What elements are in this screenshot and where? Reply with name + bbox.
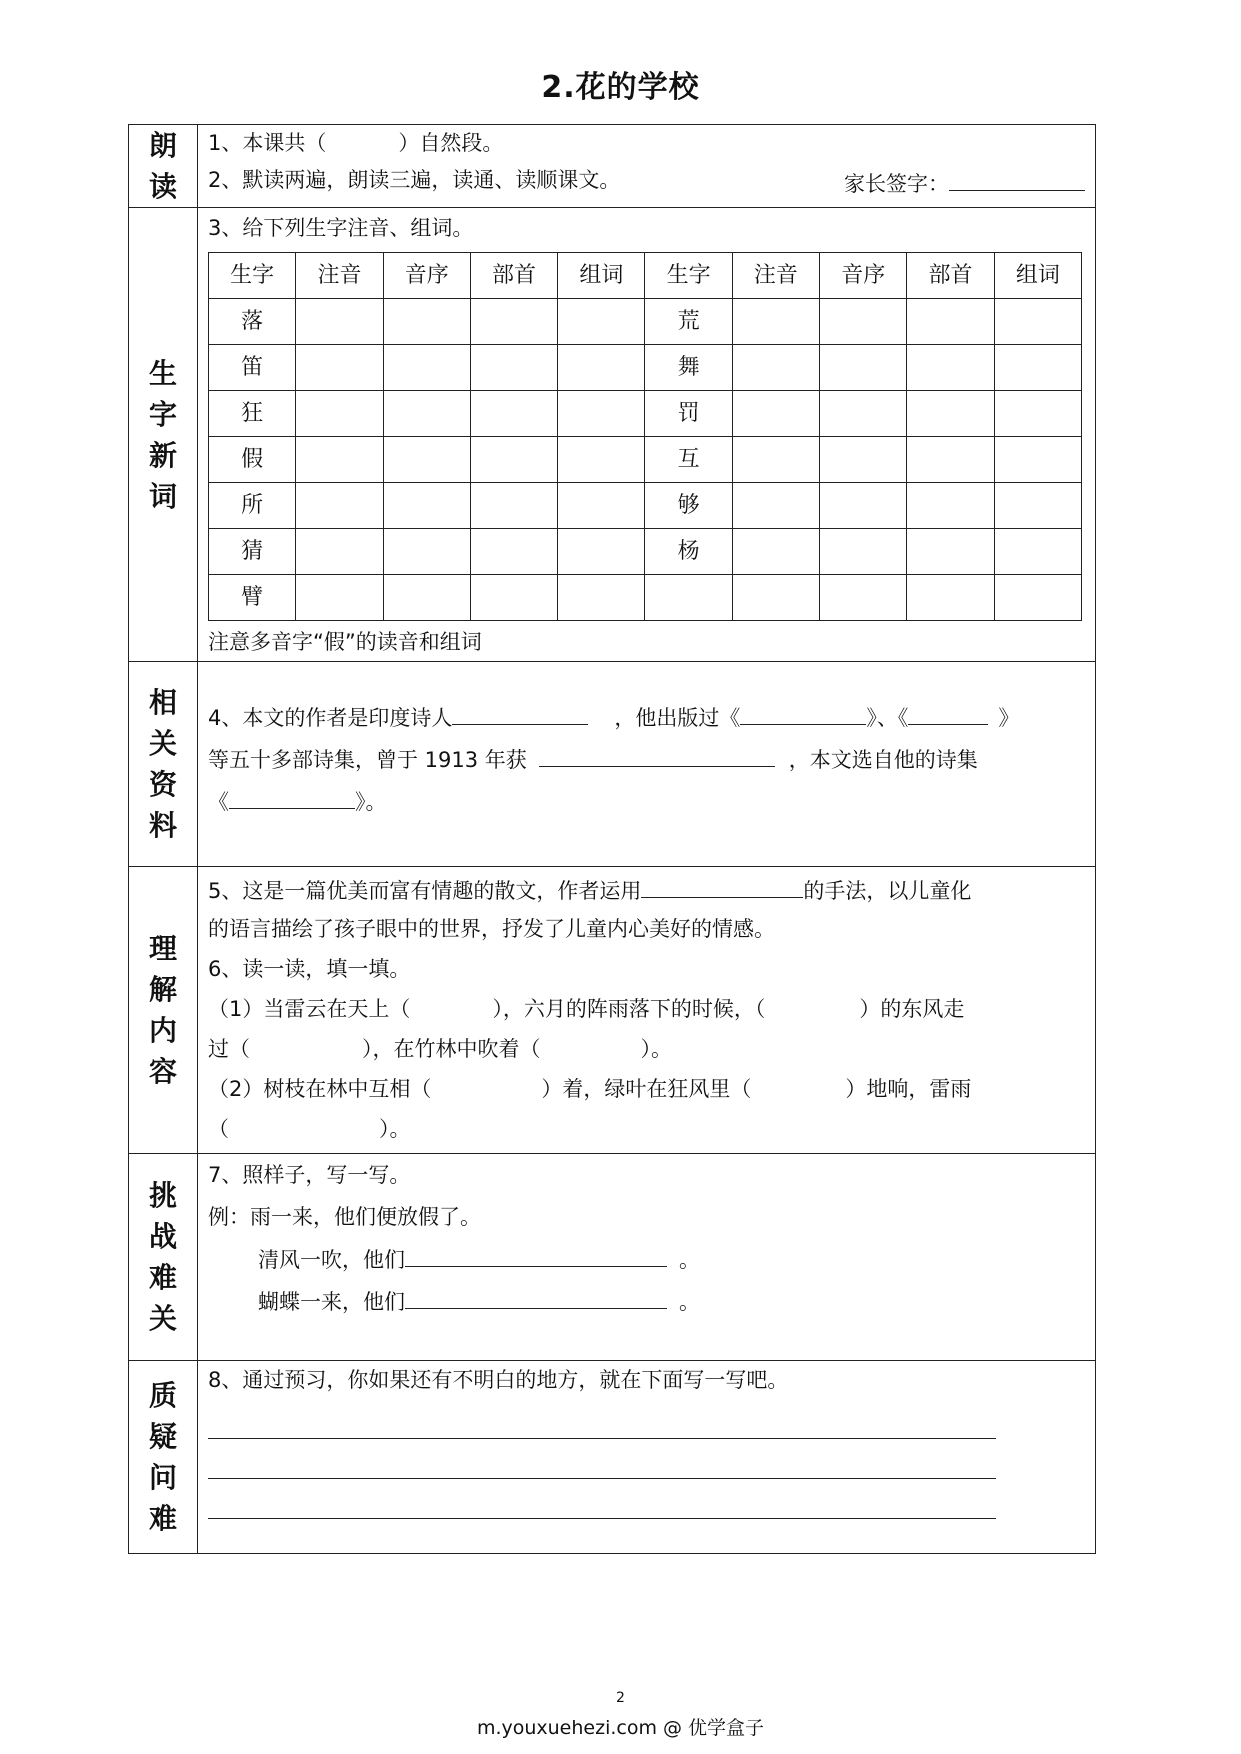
- answer-cell[interactable]: [470, 437, 557, 483]
- text: 》、《: [866, 706, 909, 730]
- grid-row: [209, 345, 1082, 391]
- answer-cell[interactable]: [383, 345, 470, 391]
- grid-row: [209, 437, 1082, 483]
- text: 的手法，以儿童化: [803, 879, 972, 903]
- worksheet-table: [128, 124, 1096, 1554]
- answer-cell[interactable]: [732, 391, 819, 437]
- label-char: 词: [148, 479, 177, 513]
- char-cell: 互: [645, 437, 732, 483]
- answer-cell[interactable]: [558, 575, 645, 621]
- text: 清风一吹，他们: [258, 1248, 405, 1272]
- label-char: 读: [148, 170, 177, 203]
- section-reading: [129, 125, 1096, 208]
- question-5-line-2: 的语言描绘了孩子眼中的世界，抒发了儿童内心美好的情感。: [208, 917, 775, 941]
- answer-cell[interactable]: [907, 391, 994, 437]
- answer-cell[interactable]: [994, 575, 1081, 621]
- grid-header: 音序: [820, 253, 907, 299]
- char-cell: 荒: [645, 299, 732, 345]
- label-char: 容: [148, 1055, 177, 1088]
- book-2-blank[interactable]: [908, 696, 988, 725]
- text: （2）树枝在林中互相（: [208, 1077, 432, 1101]
- answer-cell[interactable]: [296, 483, 383, 529]
- label-char: 问: [148, 1461, 177, 1494]
- section-label: [129, 662, 198, 867]
- question-1: [208, 125, 1085, 162]
- answer-cell[interactable]: [907, 483, 994, 529]
- answer-cell[interactable]: [994, 391, 1081, 437]
- text: ，他出版过《: [614, 706, 741, 730]
- label-char: 疑: [148, 1420, 177, 1453]
- label-char: 解: [148, 973, 177, 1006]
- grid-row: [209, 529, 1082, 575]
- answer-cell[interactable]: [383, 299, 470, 345]
- question-6: 6、读一读，填一填。: [208, 957, 411, 981]
- text: ）着，绿叶在狂风里（: [541, 1077, 752, 1101]
- question-5-line-1: [208, 869, 1085, 909]
- answer-cell[interactable]: [470, 345, 557, 391]
- grid-header: 组词: [558, 253, 645, 299]
- answer-cell[interactable]: [470, 299, 557, 345]
- char-cell: 假: [209, 437, 296, 483]
- passage-1-line-2: [208, 1029, 1085, 1069]
- grid-row: [209, 575, 1082, 621]
- text: ）自然段。: [398, 131, 504, 155]
- answer-cell[interactable]: [296, 529, 383, 575]
- answer-cell[interactable]: [383, 529, 470, 575]
- award-blank[interactable]: [539, 738, 775, 767]
- answer-cell[interactable]: [383, 391, 470, 437]
- answer-cell[interactable]: [907, 529, 994, 575]
- section-label: [129, 208, 198, 662]
- answer-cell[interactable]: [383, 575, 470, 621]
- grid-header: 注音: [732, 253, 819, 299]
- label-char: 资: [148, 768, 177, 801]
- answer-cell[interactable]: [994, 299, 1081, 345]
- answer-cell[interactable]: [558, 437, 645, 483]
- grid-header: 生字: [209, 253, 296, 299]
- answer-cell[interactable]: [558, 391, 645, 437]
- answer-cell[interactable]: [994, 483, 1081, 529]
- grid-header-row: [209, 253, 1082, 299]
- text: ，本文选自他的诗集: [788, 748, 978, 772]
- passage-1-line-1: [208, 989, 1085, 1029]
- label-char: 战: [148, 1220, 177, 1253]
- section-label: [129, 1154, 198, 1361]
- section-label: [129, 125, 198, 208]
- text: 1、本课共（: [208, 131, 327, 155]
- label-char: 质: [148, 1379, 177, 1412]
- grid-row: [209, 299, 1082, 345]
- answer-blank[interactable]: [405, 1280, 667, 1309]
- text: 等五十多部诗集，曾于 1913 年获: [208, 748, 527, 772]
- section-label: [129, 867, 198, 1154]
- answer-cell[interactable]: [558, 299, 645, 345]
- section-understand: [129, 867, 1096, 1154]
- writing-line[interactable]: [208, 1479, 996, 1519]
- vocab-note: 注意多音字“假”的读音和组词: [208, 630, 482, 654]
- text: ）。: [640, 1037, 672, 1061]
- text: ）的东风走: [859, 997, 965, 1021]
- text: 2、默读两遍，朗读三遍，读通、读顺课文。: [208, 168, 621, 192]
- exercise-1: [208, 1238, 1085, 1280]
- question-8: 8、通过预习，你如果还有不明白的地方，就在下面写一写吧。: [208, 1368, 789, 1392]
- answer-cell[interactable]: [994, 437, 1081, 483]
- char-cell: 臂: [209, 575, 296, 621]
- text: 4、本文的作者是印度诗人: [208, 706, 453, 730]
- answer-cell[interactable]: [820, 391, 907, 437]
- text: 5、这是一篇优美而富有情趣的散文，作者运用: [208, 879, 642, 903]
- label-char: 难: [148, 1502, 177, 1535]
- text: ），六月的阵雨落下的时候，（: [492, 997, 766, 1021]
- char-cell: 舞: [645, 345, 732, 391]
- answer-blank[interactable]: [405, 1238, 667, 1267]
- parent-signature: [844, 162, 1085, 203]
- answer-cell[interactable]: [558, 345, 645, 391]
- answer-cell[interactable]: [296, 575, 383, 621]
- answer-cell[interactable]: [383, 483, 470, 529]
- answer-cell[interactable]: [732, 437, 819, 483]
- passage-2-line-1: [208, 1069, 1085, 1109]
- answer-cell[interactable]: [383, 437, 470, 483]
- char-cell: 够: [645, 483, 732, 529]
- text: ），在竹林中吹着（: [362, 1037, 541, 1061]
- label-char: 料: [148, 809, 177, 842]
- char-cell: 杨: [645, 529, 732, 575]
- answer-cell[interactable]: [820, 529, 907, 575]
- text: 过（: [208, 1037, 250, 1061]
- label-char: 相: [148, 686, 177, 719]
- answer-cell[interactable]: [820, 483, 907, 529]
- text: （1）当雷云在天上（: [208, 997, 411, 1021]
- book-1-blank[interactable]: [740, 696, 866, 725]
- writing-line[interactable]: [208, 1439, 996, 1479]
- char-cell: 罚: [645, 391, 732, 437]
- answer-cell[interactable]: [296, 299, 383, 345]
- answer-cell[interactable]: [470, 483, 557, 529]
- question-4-line-2: [208, 738, 1085, 780]
- text: 。: [679, 1248, 700, 1272]
- question-2: [208, 162, 1085, 199]
- answer-cell[interactable]: [907, 437, 994, 483]
- answer-cell[interactable]: [907, 299, 994, 345]
- label-char: 关: [148, 1302, 177, 1335]
- question-4-line-3: [208, 780, 1085, 822]
- grid-header: 部首: [470, 253, 557, 299]
- label-char: 关: [148, 727, 177, 760]
- writing-line[interactable]: [208, 1399, 996, 1439]
- text: ）。: [379, 1117, 411, 1141]
- answer-cell[interactable]: [994, 529, 1081, 575]
- answer-cell[interactable]: [820, 437, 907, 483]
- question-4-line-1: [208, 696, 1085, 738]
- text: 》。: [355, 790, 387, 814]
- grid-header: 部首: [907, 253, 994, 299]
- signature-label: 家长签字：: [844, 172, 949, 196]
- section-info: [129, 662, 1096, 867]
- answer-cell[interactable]: [558, 483, 645, 529]
- char-cell: 笛: [209, 345, 296, 391]
- answer-cell[interactable]: [470, 575, 557, 621]
- grid-header: 注音: [296, 253, 383, 299]
- page-title: 2.花的学校: [541, 70, 700, 105]
- char-cell: 落: [209, 299, 296, 345]
- text: 蝴蝶一来，他们: [258, 1290, 405, 1314]
- text: 。: [679, 1290, 700, 1314]
- answer-cell[interactable]: [296, 391, 383, 437]
- label-char: 字: [148, 397, 177, 431]
- text: 《: [208, 790, 229, 814]
- answer-cell[interactable]: [470, 529, 557, 575]
- poet-name-blank[interactable]: [452, 696, 588, 725]
- section-questions: [129, 1361, 1096, 1554]
- answer-cell[interactable]: [994, 345, 1081, 391]
- page-number: 2: [616, 1690, 625, 1706]
- section-vocab: [129, 208, 1096, 662]
- label-char: 挑: [148, 1179, 177, 1212]
- answer-cell[interactable]: [732, 299, 819, 345]
- section-label: [129, 1361, 198, 1554]
- grid-header: 音序: [383, 253, 470, 299]
- label-char: 理: [148, 932, 177, 965]
- answer-cell[interactable]: [732, 345, 819, 391]
- grid-header: 生字: [645, 253, 732, 299]
- answer-cell[interactable]: [470, 391, 557, 437]
- grid-header: 组词: [994, 253, 1081, 299]
- answer-cell[interactable]: [820, 299, 907, 345]
- text: （: [208, 1117, 229, 1141]
- section-challenge: [129, 1154, 1096, 1361]
- label-char: 内: [148, 1014, 177, 1047]
- answer-cell[interactable]: [732, 483, 819, 529]
- answer-cell[interactable]: [907, 575, 994, 621]
- text: 》: [998, 706, 1020, 730]
- answer-cell[interactable]: [907, 345, 994, 391]
- answer-cell[interactable]: [296, 437, 383, 483]
- passage-2-line-2: [208, 1109, 1085, 1149]
- answer-cell[interactable]: [732, 575, 819, 621]
- char-cell: 狂: [209, 391, 296, 437]
- answer-cell[interactable]: [296, 345, 383, 391]
- collection-blank[interactable]: [229, 780, 355, 809]
- answer-cell[interactable]: [732, 529, 819, 575]
- label-char: 难: [148, 1261, 177, 1294]
- technique-blank[interactable]: [641, 869, 803, 898]
- source-watermark: m.youxuehezi.com @ 优学盒子: [476, 1717, 765, 1739]
- char-cell: 猜: [209, 529, 296, 575]
- question-3: 3、给下列生字注音、组词。: [208, 216, 474, 240]
- label-char: 新: [148, 438, 177, 472]
- text: ）地响，雷雨: [845, 1077, 972, 1101]
- exercise-2: [208, 1280, 1085, 1322]
- label-char: 朗: [148, 129, 177, 162]
- question-7: 7、照样子，写一写。: [208, 1163, 411, 1187]
- char-cell: 所: [209, 483, 296, 529]
- label-char: 生: [148, 356, 177, 390]
- answer-cell[interactable]: [558, 529, 645, 575]
- char-cell: [645, 575, 732, 621]
- answer-cell[interactable]: [820, 575, 907, 621]
- answer-cell[interactable]: [820, 345, 907, 391]
- signature-field[interactable]: [949, 162, 1085, 191]
- example-sentence: 例：雨一来，他们便放假了。: [208, 1205, 481, 1229]
- vocab-grid: [208, 252, 1082, 621]
- grid-row: [209, 483, 1082, 529]
- grid-row: [209, 391, 1082, 437]
